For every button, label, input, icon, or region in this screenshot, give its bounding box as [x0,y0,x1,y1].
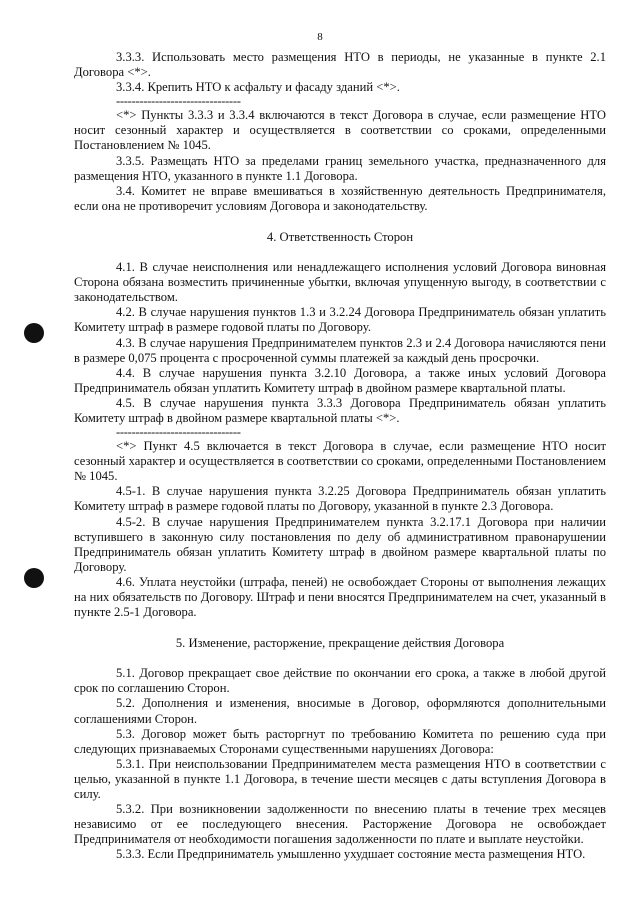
punch-hole [24,323,44,343]
clause-4-4: 4.4. В случае нарушения пункта 3.2.10 Договора, а также иных условий Договора Предприниматель обязан уплатить Комитету штраф в двойном размере квартальной платы. [74,365,606,395]
footnote-1: <*> Пункты 3.3.3 и 3.3.4 включаются в текст Договора в случае, если размещение НТО носит сезонный характер и осуществляется в соответствии со сроками, определенными Постановлением № 1045. [74,108,606,153]
clause-4-6: 4.6. Уплата неустойки (штрафа, пеней) не освобождает Стороны от выполнения лежащих на них обязательств по Договору. Штраф и пени вносятся Предпринимателем на счет, указанный в пункте 2.5-1 Договора. [74,574,606,620]
clause-3-3-5: 3.3.5. Размещать НТО за пределами границ земельного участка, предназначенного для размещения НТО, указанного в пункте 1.1 Договора. [74,153,606,183]
clause-4-2: 4.2. В случае нарушения пунктов 1.3 и 3.2.24 Договора Предприниматель обязан уплатить Комитету штраф в размере годовой платы по Договору. [74,305,606,335]
clause-5-3: 5.3. Договор может быть расторгнут по требованию Комитета по решению суда при следующих признаваемых Сторонами существенными нарушениях Договора: [74,726,606,756]
clause-4-5-2: 4.5-2. В случае нарушения Предпринимателем пункта 3.2.17.1 Договора при наличии вступившего в законную силу постановления по делу об административном правонарушении Предприниматель обязан уплатить Комитету штраф в двойном размере квартальной платы по Договору. [74,514,606,574]
footnote-2: <*> Пункт 4.5 включается в текст Договора в случае, если размещение НТО носит сезонный характер и осуществляется в соответствии со сроками, определенными Постановлением № 1045. [74,439,606,484]
clause-3-3-4: 3.3.4. Крепить НТО к асфальту и фасаду зданий <*>. [116,80,400,95]
footnote-separator: -------------------------------- [116,425,241,440]
punch-hole [24,568,44,588]
clause-4-3: 4.3. В случае нарушения Предпринимателем пунктов 2.3 и 2.4 Договора начисляются пени в размере 0,075 процента с просроченной суммы платежей за каждый день просрочки. [74,335,606,365]
footnote-separator: -------------------------------- [116,94,241,109]
clause-5-3-2: 5.3.2. При возникновении задолженности по внесению платы в течение трех месяцев независимо от ее последующего внесения. Расторжение Договора не освобождает Предпринимателя от необходимости погашения задолженности по плате и выплате неустойки. [74,802,606,847]
clause-5-3-3: 5.3.3. Если Предприниматель умышленно ухудшает состояние места размещения НТО. [116,847,586,862]
section-4-heading: 4. Ответственность Сторон [266,229,414,244]
clause-3-4: 3.4. Комитет не вправе вмешиваться в хозяйственную деятельность Предпринимателя, если она не противоречит условиям Договора и законодательству. [74,183,606,213]
clause-4-1: 4.1. В случае неисполнения или ненадлежащего исполнения условий Договора виновная Сторона обязана возместить причиненные убытки, включая упущенную выгоду, в соответствии с законодательством. [74,260,606,305]
page-number: 8 [317,31,323,43]
clause-5-3-1: 5.3.1. При неиспользовании Предпринимателем места размещения НТО в соответствии с целью, указанной в пункте 1.1 Договора, в течение шести месяцев с даты вступления Договора в силу. [74,756,606,802]
section-5-heading: 5. Изменение, расторжение, прекращение действия Договора [175,636,505,651]
clause-4-5: 4.5. В случае нарушения пункта 3.3.3 Договора Предприниматель обязан уплатить Комитету штраф в двойном размере квартальной платы <*>. [74,395,606,425]
clause-3-3-3: 3.3.3. Использовать место размещения НТО в периоды, не указанные в пункте 2.1 Договора <*>. [74,50,606,80]
document-body [74,50,606,863]
clause-4-5-1: 4.5-1. В случае нарушения пункта 3.2.25 Договора Предприниматель обязан уплатить Комитету штраф в размере годовой платы по Договору, указанной в пункте 2.3 Договора. [74,484,606,514]
clause-5-1: 5.1. Договор прекращает свое действие по окончании его срока, а также в любой другой срок по соглашению Сторон. [74,666,606,696]
clause-5-2: 5.2. Дополнения и изменения, вносимые в Договор, оформляются дополнительными соглашениями Сторон. [74,696,606,726]
